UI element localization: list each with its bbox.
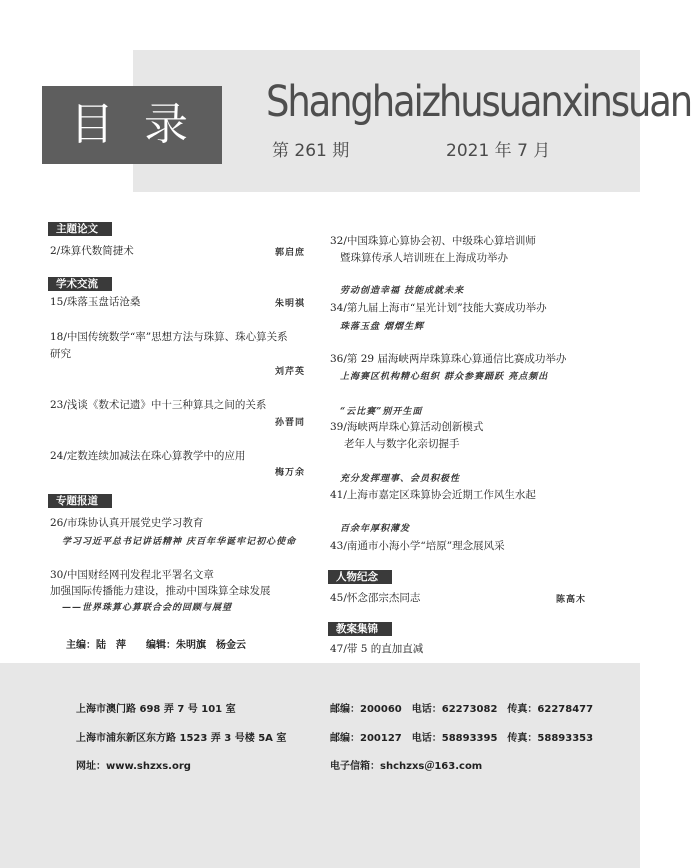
toc-entry-subtitle: 劳动创造幸福 技能成就未来 <box>340 286 465 296</box>
toc-entry-kicker: 充分发挥理事、会员积极性 <box>340 474 461 484</box>
address-2: 上海市浦东新区东方路 1523 弄 3 号楼 5A 室 <box>76 733 287 744</box>
toc-entry-title[interactable]: 18/中国传统数学“率”思想方法与珠算、珠心算关系 <box>50 331 288 343</box>
issue-number: 第 261 期 <box>272 141 350 161</box>
toc-entry-subtitle: 学习习近平总书记讲话精神 庆百年华诞牢记初心使命 <box>62 537 297 547</box>
toc-entry-author: 朱明祺 <box>275 299 306 309</box>
editors-line: 主编：陆 萍 编辑：朱明旗 杨金云 <box>66 640 246 651</box>
website[interactable]: 网址：www.shzxs.org <box>76 761 191 772</box>
toc-entry-author: 刘芹英 <box>275 367 306 377</box>
toc-entry-title[interactable]: 32/中国珠算心算协会初、中级珠心算培训师 <box>330 235 536 247</box>
toc-entry-kicker: 百余年厚积薄发 <box>340 524 411 534</box>
address-1: 上海市澳门路 698 弄 7 号 101 室 <box>76 704 236 715</box>
toc-entry-author: 陈高木 <box>556 595 587 605</box>
magazine-name: Shanghaizhusuanxinsuan <box>266 77 691 127</box>
toc-entry-title[interactable]: 30/中国财经网刊发程北平署名文章 <box>50 569 214 581</box>
email[interactable]: 电子信箱：shchzxs＠163.com <box>330 761 483 772</box>
toc-entry-title[interactable]: 39/海峡两岸珠心算活动创新模式 <box>330 421 484 433</box>
toc-entry-title[interactable]: 2/珠算代数简捷术 <box>50 245 134 257</box>
toc-entry-subtitle: ——世界珠算心算联合会的回顾与展望 <box>62 603 233 613</box>
section-memorial: 人物纪念 <box>328 570 392 584</box>
toc-entry-author: 郭启庶 <box>275 248 306 258</box>
contact-2: 邮编：200127 电话：58893395 传真：58893353 <box>330 733 594 744</box>
toc-entry-title[interactable]: 43/南通市小海小学“培原”理念展风采 <box>330 540 505 552</box>
section-special-reports: 专题报道 <box>48 494 112 508</box>
toc-entry-title[interactable]: 45/怀念邵宗杰同志 <box>330 592 421 604</box>
toc-entry-author: 孙晋同 <box>275 418 306 428</box>
toc-entry-subtitle: 珠落玉盘 熠熠生辉 <box>340 322 425 332</box>
toc-entry-title-cont[interactable]: 研究 <box>50 348 71 360</box>
issue-date: 2021 年 7 月 <box>446 141 551 161</box>
contact-1: 邮编：200060 电话：62273082 传真：62278477 <box>330 704 594 715</box>
section-academic-exchange: 学术交流 <box>48 277 112 291</box>
toc-entry-title[interactable]: 26/市珠协认真开展党史学习教育 <box>50 517 204 529</box>
toc-entry-title[interactable]: 24/定数连续加减法在珠心算教学中的应用 <box>50 450 246 462</box>
toc-entry-subtitle: 上海赛区机构精心组织 群众参赛踊跃 亮点频出 <box>340 372 549 382</box>
toc-entry-title-cont[interactable]: 老年人与数字化亲切握手 <box>344 438 460 450</box>
toc-entry-kicker: “云比赛”别开生面 <box>340 407 423 417</box>
toc-entry-title-cont[interactable]: 暨珠算传承人培训班在上海成功举办 <box>340 252 508 264</box>
page-title: 目录 <box>42 86 222 164</box>
toc-entry-title[interactable]: 36/第 29 届海峡两岸珠算珠心算通信比赛成功举办 <box>330 353 567 365</box>
toc-entry-title[interactable]: 34/第九届上海市“星光计划”技能大赛成功举办 <box>330 302 547 314</box>
toc-entry-title[interactable]: 41/上海市嘉定区珠算协会近期工作风生水起 <box>330 489 536 501</box>
section-lesson-plans: 教案集锦 <box>328 622 392 636</box>
toc-entry-title[interactable]: 15/珠落玉盘话沧桑 <box>50 296 141 308</box>
toc-entry-title[interactable]: 23/浅谈《数术记遗》中十三种算具之间的关系 <box>50 399 267 411</box>
section-theme-papers: 主题论文 <box>48 222 112 236</box>
toc-entry-title[interactable]: 47/带 5 的直加直减 <box>330 643 424 655</box>
toc-entry-title-cont[interactable]: 加强国际传播能力建设，推动中国珠算全球发展 <box>50 585 271 597</box>
toc-entry-author: 梅万余 <box>275 468 306 478</box>
